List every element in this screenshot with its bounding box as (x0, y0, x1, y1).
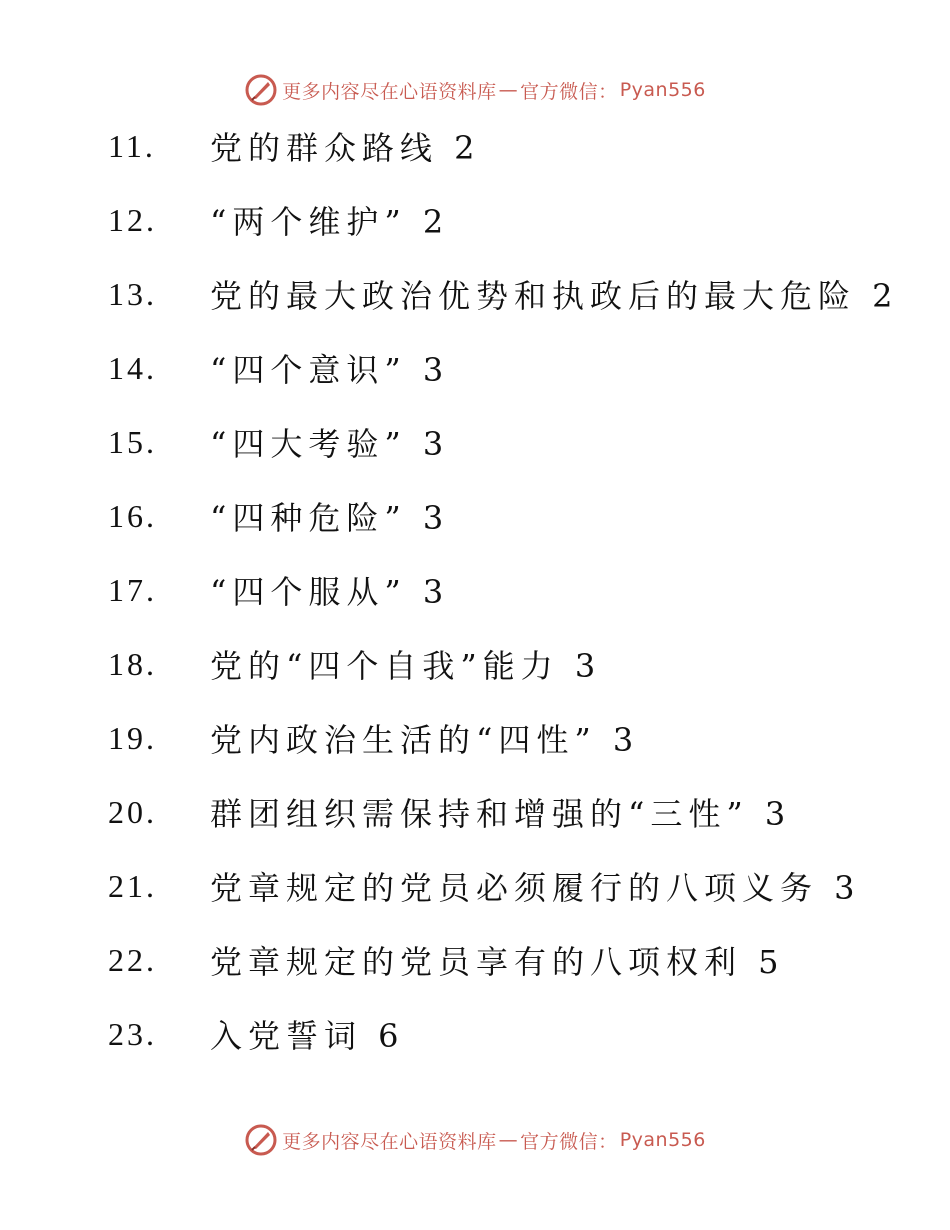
toc-item (0, 194, 950, 246)
watermark-site-text: 更多内容尽在心语资料库 (282, 80, 497, 103)
toc-item-title: 党的“四个自我”能力 3 (210, 647, 602, 685)
toc-item (0, 490, 950, 542)
toc-item-number: 11. (108, 127, 156, 164)
toc-item-title: 入党誓词 6 (210, 1017, 405, 1055)
toc-item-number: 12. (108, 201, 157, 238)
toc-item-number: 20. (108, 793, 157, 830)
toc-item-title: “两个维护” 2 (210, 203, 450, 241)
toc-item-title: “四种危险” 3 (210, 499, 450, 537)
watermark-contact: Pyan556 (619, 1129, 706, 1151)
toc-item-number: 15. (108, 423, 157, 460)
toc-item-title: 党的群众路线 2 (210, 129, 481, 167)
watermark-footer (0, 1120, 950, 1160)
toc-item (0, 712, 950, 764)
toc-item-title: 党的最大政治优势和执政后的最大危险 2 (210, 277, 899, 315)
watermark-dash: — (498, 79, 519, 101)
toc-item-number: 22. (108, 941, 157, 978)
watermark-dash: — (498, 1129, 519, 1151)
toc-item (0, 416, 950, 468)
watermark-site-text: 更多内容尽在心语资料库 (282, 1130, 497, 1153)
toc-item-title: 群团组织需保持和增强的“三性” 3 (210, 795, 792, 833)
toc-item-title: “四个服从” 3 (210, 573, 450, 611)
toc-item-number: 16. (108, 497, 157, 534)
quill-pen-logo-icon (244, 1123, 278, 1157)
toc-item-title: “四个意识” 3 (210, 351, 450, 389)
toc-item (0, 1008, 950, 1060)
toc-item (0, 268, 950, 320)
watermark-official-label: 官方微信： (520, 1130, 618, 1153)
watermark-contact: Pyan556 (619, 79, 706, 101)
toc-item-number: 19. (108, 719, 157, 756)
toc-item-number: 23. (108, 1015, 157, 1052)
toc-item (0, 342, 950, 394)
toc-item (0, 860, 950, 912)
watermark-official-label: 官方微信： (520, 80, 618, 103)
toc-item (0, 638, 950, 690)
toc-item-number: 18. (108, 645, 157, 682)
toc-item-number: 13. (108, 275, 157, 312)
toc-item-title: “四大考验” 3 (210, 425, 450, 463)
toc-item (0, 934, 950, 986)
toc-item (0, 564, 950, 616)
toc-item-number: 21. (108, 867, 157, 904)
toc-item (0, 120, 950, 172)
toc-item-title: 党内政治生活的“四性” 3 (210, 721, 640, 759)
toc-item-number: 17. (108, 571, 157, 608)
toc-item (0, 786, 950, 838)
toc-item-number: 14. (108, 349, 157, 386)
toc-item-title: 党章规定的党员享有的八项权利 5 (210, 943, 785, 981)
toc-item-title: 党章规定的党员必须履行的八项义务 3 (210, 869, 861, 907)
